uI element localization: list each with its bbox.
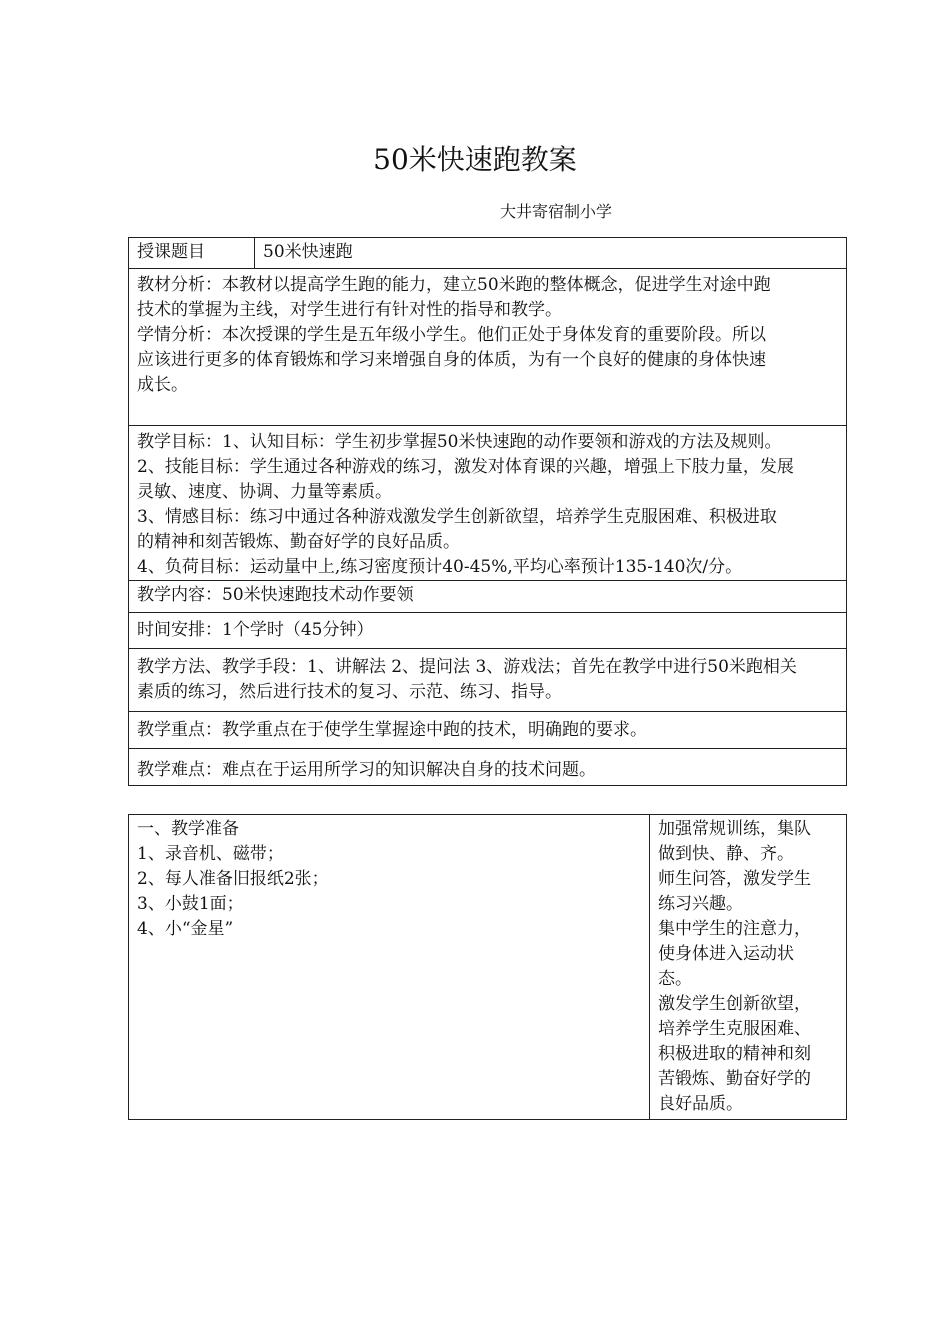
key-point-cell: 教学重点：教学重点在于使学生掌握途中跑的技术，明确跑的要求。	[129, 712, 847, 749]
purpose-line: 师生问答，激发学生	[658, 869, 811, 889]
purpose-line: 使身体进入运动状	[658, 944, 794, 964]
purpose-line: 激发学生创新欲望，	[658, 994, 811, 1014]
purpose-line: 加强常规训练，集队	[658, 819, 811, 839]
preparation-line: 一、教学准备	[137, 819, 239, 839]
content-cell: 教学内容：50米快速跑技术动作要领	[129, 581, 847, 613]
methods-cell	[129, 649, 847, 712]
topic-value: 50米快速跑	[255, 238, 847, 269]
goals-line: 的精神和刻苦锻炼、勤奋好学的良好品质。	[137, 532, 460, 552]
goals-line: 4、负荷目标：运动量中上,练习密度预计40-45%,平均心率预计135-140次/分。	[137, 557, 743, 577]
goals-cell	[129, 426, 847, 581]
purpose-line: 培养学生克服困难、	[658, 1019, 811, 1039]
purpose-line: 苦锻炼、勤奋好学的	[658, 1069, 811, 1089]
goals-line: 教学目标：1、认知目标：学生初步掌握50米快速跑的动作要领和游戏的方法及规则。	[137, 432, 782, 452]
analysis-row	[129, 269, 847, 426]
difficulty-row	[129, 749, 847, 786]
preparation-line: 2、每人准备旧报纸2张；	[137, 869, 329, 889]
analysis-line: 技术的掌握为主线，对学生进行有针对性的指导和教学。	[137, 300, 562, 320]
difficulty-cell: 教学难点：难点在于运用所学习的知识解决自身的技术问题。	[129, 749, 847, 786]
key-point-row	[129, 712, 847, 749]
purpose-line: 积极进取的精神和刻	[658, 1044, 811, 1064]
goals-line: 3、情感目标：练习中通过各种游戏激发学生创新欲望，培养学生克服困难、积极进取	[137, 507, 777, 527]
preparation-line: 1、录音机、磁带；	[137, 844, 284, 864]
preparation-line: 4、小“金星”	[137, 919, 234, 939]
preparation-cell	[129, 815, 650, 1120]
time-cell: 时间安排：1个学时（45分钟）	[129, 613, 847, 649]
analysis-line: 成长。	[137, 375, 188, 395]
analysis-line: 学情分析：本次授课的学生是五年级小学生。他们正处于身体发育的重要阶段。所以	[137, 325, 766, 345]
purpose-line: 练习兴趣。	[658, 894, 743, 914]
document-title: 50米快速跑教案	[373, 143, 577, 176]
goals-line: 2、技能目标：学生通过各种游戏的练习，激发对体育课的兴趣，增强上下肢力量，发展	[137, 457, 794, 477]
topic-label: 授课题目	[129, 238, 255, 269]
purpose-line: 态。	[658, 969, 692, 989]
analysis-line: 教材分析：本教材以提高学生跑的能力，建立50米跑的整体概念，促进学生对途中跑	[137, 275, 771, 295]
methods-line: 教学方法、教学手段：1、讲解法 2、提问法 3、游戏法；首先在教学中进行50米跑相关	[137, 657, 797, 677]
goals-line: 灵敏、速度、协调、力量等素质。	[137, 482, 392, 502]
methods-line: 素质的练习，然后进行技术的复习、示范、练习、指导。	[137, 682, 562, 702]
time-row	[129, 613, 847, 649]
preparation-line: 3、小鼓1面；	[137, 894, 244, 914]
preparation-table	[128, 814, 847, 1120]
topic-row	[129, 238, 847, 269]
preparation-row	[129, 815, 847, 1120]
school-name: 大井寄宿制小学	[500, 202, 613, 221]
content-row	[129, 581, 847, 613]
purpose-line: 做到快、静、齐。	[658, 844, 794, 864]
purpose-line: 集中学生的注意力，	[658, 919, 811, 939]
purpose-line: 良好品质。	[658, 1094, 743, 1114]
goals-row	[129, 426, 847, 581]
purpose-cell	[650, 815, 847, 1120]
analysis-line: 应该进行更多的体育锻炼和学习来增强自身的体质，为有一个良好的健康的身体快速	[137, 350, 766, 370]
methods-row	[129, 649, 847, 712]
lesson-info-table	[128, 237, 847, 786]
analysis-cell	[129, 269, 847, 426]
